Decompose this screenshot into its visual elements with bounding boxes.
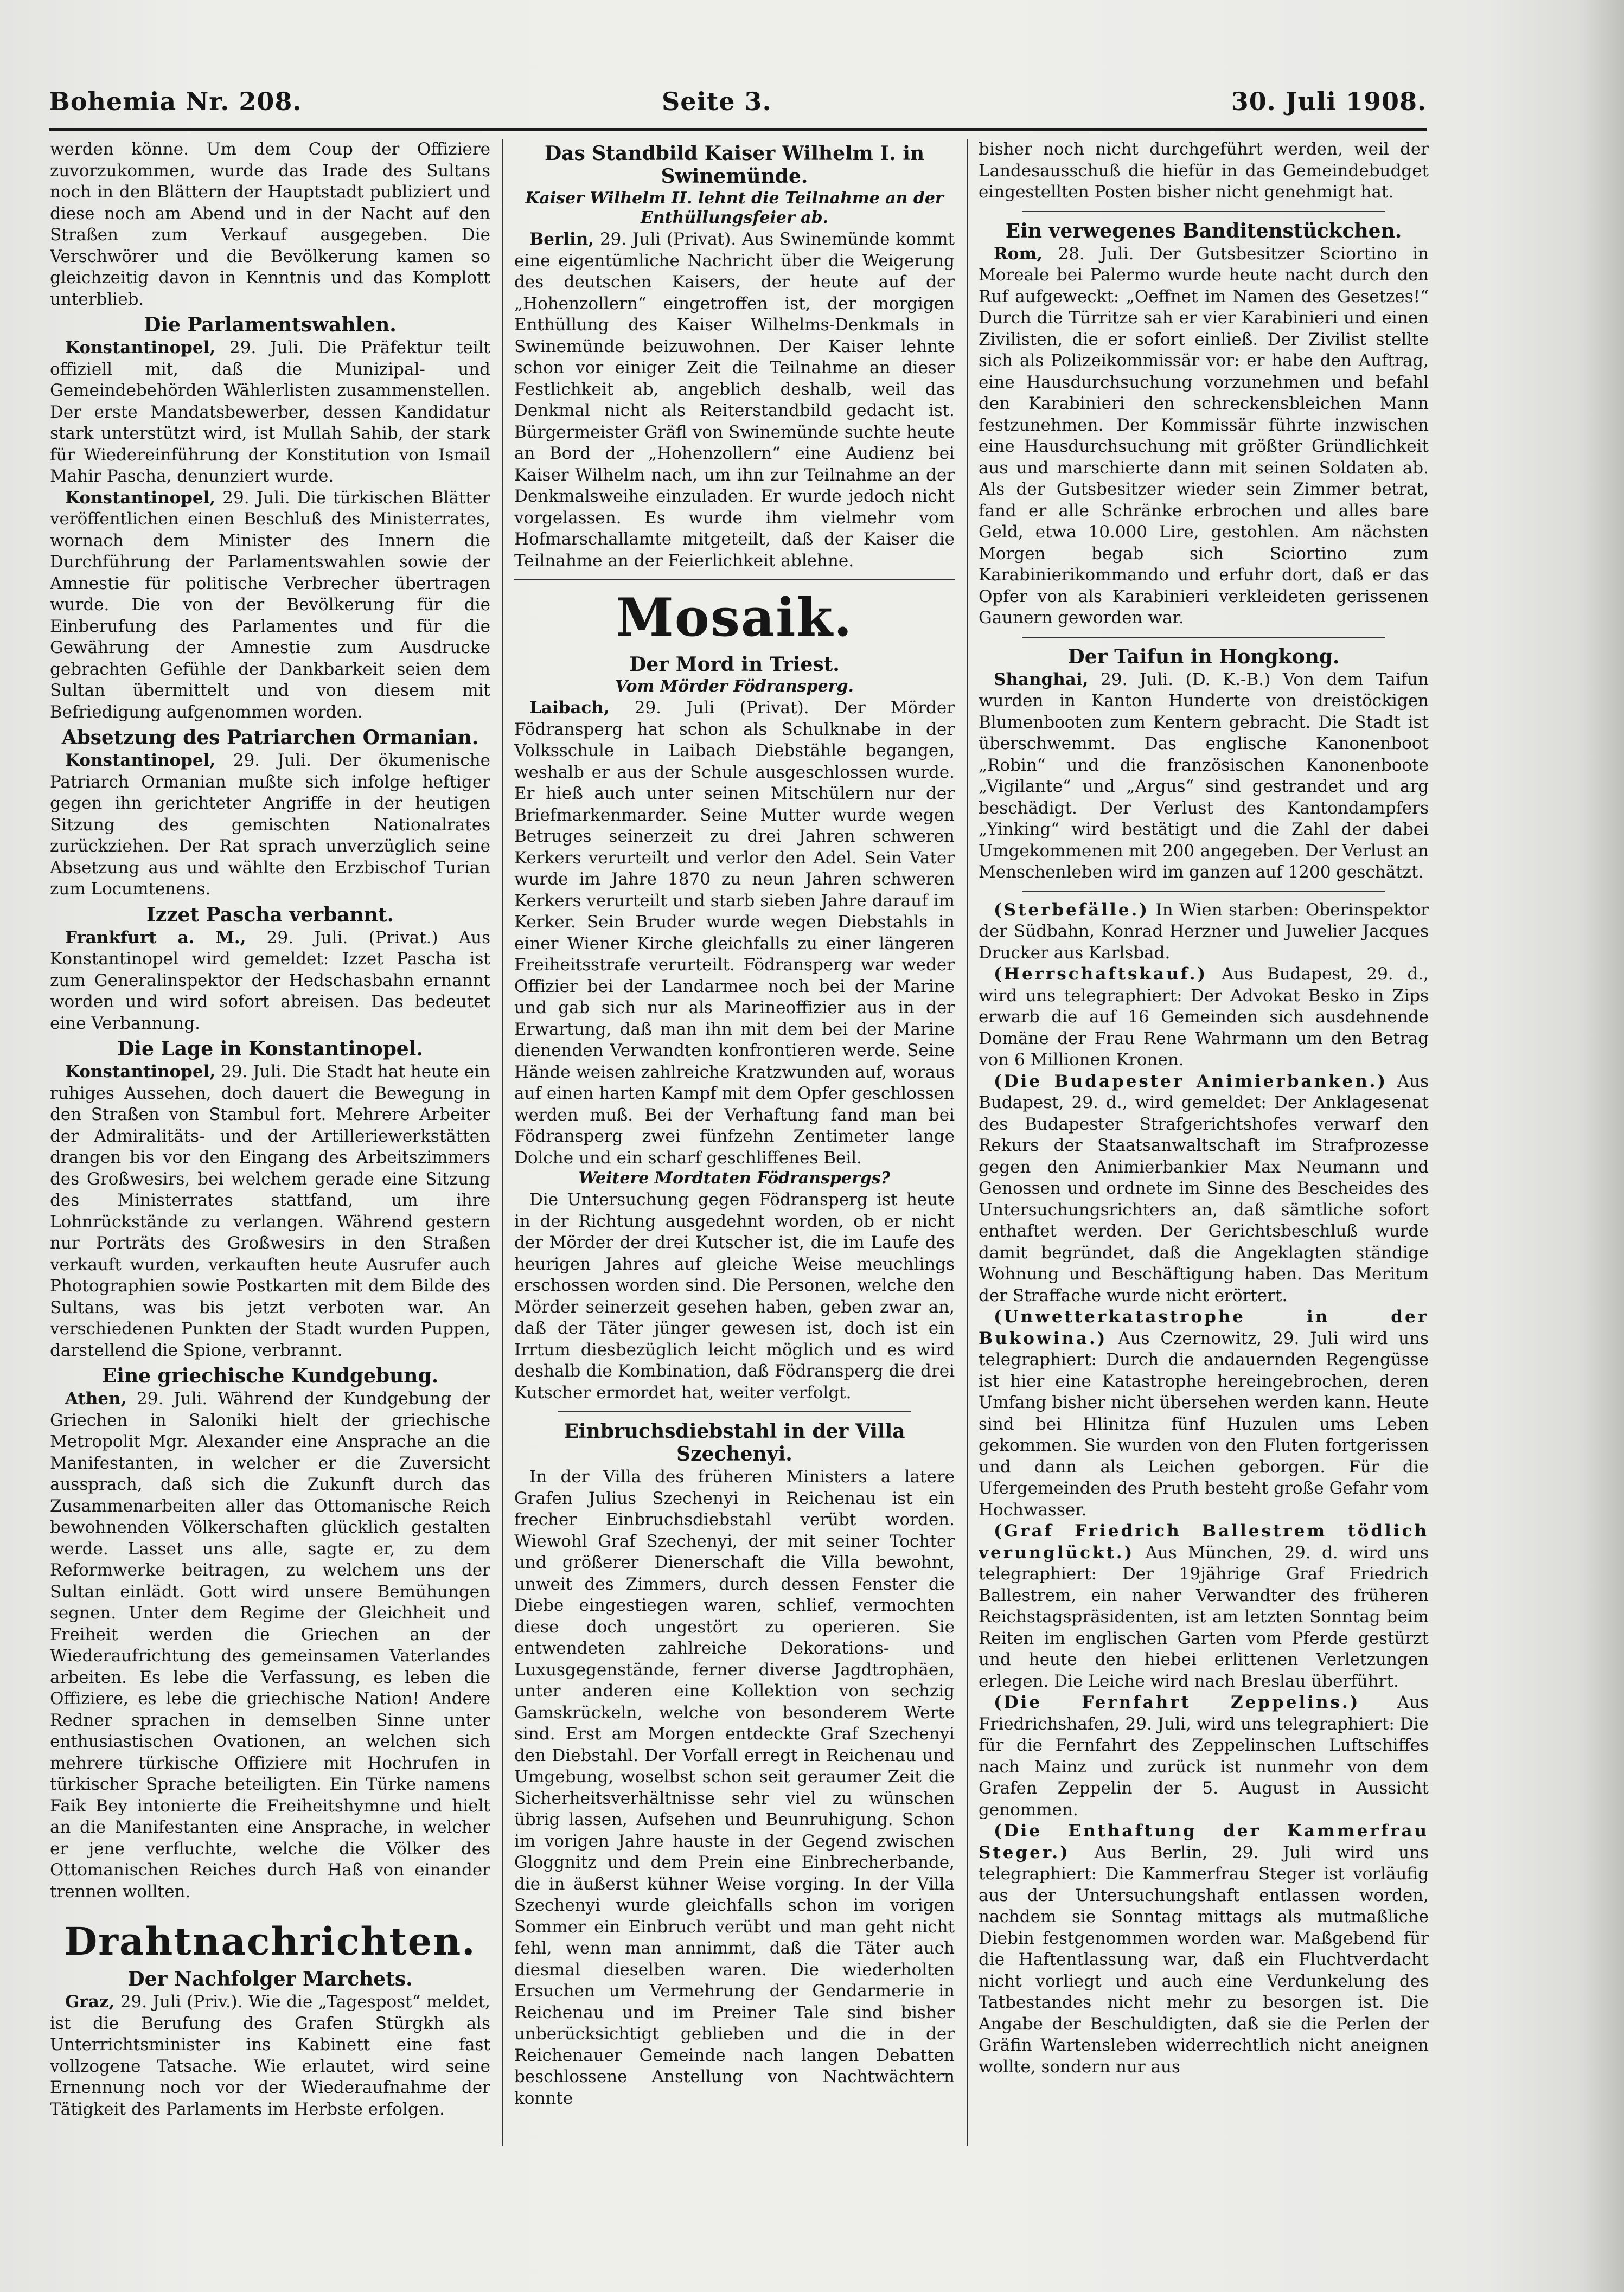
- header-page-number: Seite 3.: [662, 87, 772, 116]
- article-paragraph: [50, 750, 490, 900]
- column-3: [979, 139, 1429, 2146]
- article-text: 29. Juli. Der ökumenische Patriarch Ormanian mußte sich infolge heftiger gegen ihn gerichteter Angriffe in der heutigen Sitzung des gemischten Nationalrates zurückziehen. Der Rat sprach unverzüglich seine Absetzung aus und wählte den Erzbischof Turian zum Locumtenens.: [50, 751, 490, 899]
- article-rule: [558, 1411, 911, 1412]
- article-subheadline: Weitere Mordtaten Födranspergs?: [578, 1169, 891, 1188]
- article-text: 29. Juli. (D. K.-B.) Von dem Taifun wurden in Kanton Hunderte von dreistöckigen Blumenbooten zum Kentern gebracht. Die Stadt ist überschwemmt. Das englische Kanonenboot „Robin“ und die französischen Kanonenboote „Vigilante“ und „Argus“ sind gestrandet und arg beschädigt. Der Verlust des Kantondampfers „Yinking“ wird bestätigt und die Zahl der dabei Umgekommenen mit 200 angegeben. Der Verlust an Menschenleben wird im ganzen auf 1200 geschätzt.: [979, 669, 1429, 882]
- dateline: Graz,: [65, 1992, 115, 2012]
- page-shadow: [1483, 0, 1624, 2292]
- news-item-lead: (Die Fernfahrt Zeppelins.): [994, 1693, 1360, 1712]
- dateline: Laibach,: [529, 698, 610, 718]
- article-rule: [1022, 637, 1385, 638]
- article-paragraph: [50, 927, 490, 1035]
- article-headline: Der Mord in Triest.: [629, 653, 840, 676]
- article-text: werden könne. Um dem Coup der Offiziere zuvorzukommen, wurde das Irade des Sultans noch in den Blättern der Hauptstadt publiziert und diese noch am Abend und in der Nacht auf den Straßen zum Verkauf ausgegeben. Die Verschwörer und die Bevölkerung kamen so gleichzeitig davon in Kenntnis und das Komplott unterblieb.: [50, 139, 490, 309]
- article-headline: Eine griechische Kundgebung.: [101, 1365, 439, 1387]
- dateline: Konstantinopel,: [65, 751, 216, 770]
- article-paragraph: [50, 1992, 490, 2120]
- article-text: In der Villa des früheren Ministers a latere Grafen Julius Szechenyi in Reichenau ist ein frecher Einbruchsdiebstahl verübt worden. Wiewohl Graf Szechenyi, der mit seiner Tochter und größerer Dienerschaft die Villa bewohnt, unweit des Zimmers, durch dessen Fenster die Diebe eingestiegen waren, schlief, vermochten diese doch ungestört zu operieren. Sie entwendeten zahlreiche Dekorations- und Luxusgegenstände, ferner diverse Jagdtrophäen, unter anderen eine Kollektion von sechzig Gamskrückeln, welche von besonderem Werte sind. Erst am Morgen entdeckte Graf Szechenyi den Diebstahl. Der Vorfall erregt in Reichenau und Umgebung, woselbst schon seit geraumer Zeit die Sicherheitsverhältnisse sehr viel zu wünschen übrig lassen, Aufsehen und Beunruhigung. Schon im vorigen Jahre hauste in der Gegend zwischen Gloggnitz und dem Prein eine Einbrecherbande, die in äußerst kühner Weise vorging. In der Villa Szechenyi wurde gleichfalls schon im vorigen Sommer ein Einbruch verübt und man geht nicht fehl, wenn man annimmt, daß die Täter auch diesmal dieselben waren. Die wiederholten Ersuchen um Vermehrung der Gendarmerie in Reichenau und im Preiner Tale sind bisher unberücksichtigt geblieben und die in der Reichenauer Gemeinde nach langen Debatten beschlossene Anstellung von Nachtwächtern konnte: [514, 1467, 955, 2108]
- news-item-lead: (Die Enthaftung der Kammerfrau Steger.): [979, 1821, 1429, 1862]
- dateline: Konstantinopel,: [65, 488, 216, 508]
- column-divider: [967, 139, 968, 2146]
- article-text: 29. Juli (Privat). Der Mörder Födransperg hat schon als Schulknabe in der Volksschule in Laibach Diebstähle begangen, weshalb er aus der Schule ausgeschlossen wurde. Er hieß auch unter seinen Mitschülern nur der Briefmarkenmarder. Seine Mutter wurde wegen Betruges seinerzeit zu drei Jahren schweren Kerkers verurteilt und verlor den Adel. Sein Vater wurde im Jahre 1870 zu neun Jahren schweren Kerkers verurteilt und starb sieben Jahre darauf im Kerker. Sein Bruder wurde wegen Diebstahls in einer Wiener Kirche gleichfalls zu einer längeren Freiheitsstrafe verurteilt. Födransperg war weder Offizier bei der Landarmee noch bei der Marine und gab sich nur als Marineoffizier aus in der Erwartung, daß man ihn mit dem bei der Marine dienenden Verwandten konfrontieren werde. Seine Hände weisen zahlreiche Kratzwunden auf, woraus auf einen harten Kampf mit dem Opfer geschlossen werden muß. Bei der Verhaftung fand man bei Födransperg zwei fünfzehn Zentimeter lange Dolche und ein scharf geschliffenes Beil.: [514, 698, 955, 1168]
- article-headline: Einbruchsdiebstahl in der Villa Szechenyi.: [564, 1420, 905, 1465]
- article-paragraph: [979, 669, 1429, 883]
- article-text: bisher noch nicht durchgeführt werden, weil der Landesausschuß die hiefür in das Gemeindebudget eingestellten Posten bisher nicht genehmigt hat.: [979, 139, 1429, 202]
- article-text: 29. Juli. Die Stadt hat heute ein ruhiges Aussehen, doch dauert die Bewegung in den Straßen von Stambul fort. Mehrere Arbeiter der Admiralitäts- und der Artilleriewerkstätten drangen bis vor den Eingang des Arbeitszimmers des Großwesirs, bei welchem gerade eine Sitzung des Ministerrates stattfand, um ihre Lohnrückstände zu verlangen. Während gestern nur Porträts des Großwesirs in den Straßen verkauft wurden, verkauften heute Ausrufer auch Photographien sowie Postkarten mit dem Bilde des Sultans, was bis jetzt verboten war. An verschiedenen Punkten der Stadt wurden Puppen, darstellend die Spione, verbrannt.: [50, 1062, 490, 1360]
- column-1: [50, 139, 490, 2146]
- article-headline: Der Taifun in Hongkong.: [1067, 645, 1340, 668]
- article-subheadline: Kaiser Wilhelm II. lehnt die Teilnahme an der Enthüllungsfeier ab.: [525, 189, 944, 227]
- article-text: Aus Berlin, 29. Juli wird uns telegraphiert: Die Kammerfrau Steger ist vorläufig aus der Untersuchungshaft entlassen worden, nachdem sie Sonntag mittags als mutmaßliche Diebin festgenommen worden war. Maßgebend für die Haftentlassung war, daß ein Fluchtverdacht nicht vorliegt und auch eine Verdunkelung des Tatbestandes nicht mehr zu besorgen ist. Die Angabe der Beschuldigten, daß sie die Perlen der Gräfin Wartensleben widerrechtlich nicht aneignen wollte, sondern nur aus: [979, 1842, 1429, 2077]
- news-item: [979, 900, 1429, 964]
- header-rule: [49, 128, 1427, 131]
- article-text: Aus Budapest, 29. d., wird uns telegraphiert: Der Advokat Besko in Zips erwarb die auf 16 Gemeinden sich ausdehnende Domäne der Frau Rene Wahrmann um den Betrag von 6 Millionen Kronen.: [979, 964, 1429, 1070]
- news-item: [979, 1307, 1429, 1521]
- section-title: Drahtnachrichten.: [64, 1919, 476, 1964]
- article-text: 28. Juli. Der Gutsbesitzer Sciortino in Moreale bei Palermo wurde heute nacht durch den Ruf aufgeweckt: „Oeffnet im Namen des Gesetzes!“ Durch die Türritze sah er vier Karabinieri und einen Zivilisten, die er sofort einließ. Der Zivilist stellte sich als Polizeikommissär vor: er habe den Auftrag, eine Hausdurchsuchung vorzunehmen und befahl den Karabinieri den schreckensbleichen Mann festzunehmen. Der Kommissär führte inzwischen eine Hausdurchsuchung mit größter Gründlichkeit aus und marschierte dann mit seinen Soldaten ab. Als der Gutsbesitzer wieder sein Zimmer betrat, fand er alle Schränke erbrochen und alles bare Geld, etwa 10.000 Lire, gestohlen. Am nächsten Morgen begab sich Sciortino zum Karabinierikommando und erfuhr dort, daß er das Opfer von als Karabinieri verkleideten gerissenen Gaunern geworden war.: [979, 244, 1429, 628]
- dateline: Athen,: [65, 1389, 127, 1409]
- article-headline: Die Lage in Konstantinopel.: [117, 1038, 423, 1060]
- article-headline: Absetzung des Patriarchen Ormanian.: [61, 726, 479, 749]
- dateline: Shanghai,: [994, 669, 1089, 689]
- article-paragraph: [50, 488, 490, 724]
- section-rule: [514, 579, 955, 580]
- article-text: 29. Juli. (Privat.) Aus Konstantinopel wird gemeldet: Izzet Pascha ist zum Generalinspektor der Hedschasbahn ernannt worden und wird sofort abreisen. Das bedeutet eine Verbannung.: [50, 927, 490, 1033]
- column-divider: [502, 139, 503, 2146]
- article-text: Aus Friedrichshafen, 29. Juli, wird uns telegraphiert: Die für die Fernfahrt des Zeppelinschen Luftschiffes nach Mainz und zurück ist nunmehr von dem Grafen Zeppelin der 5. August in Aussicht genommen.: [979, 1693, 1429, 1820]
- column-2: [514, 139, 955, 2146]
- news-item: [979, 1521, 1429, 1692]
- article-text: In Wien starben: Oberinspektor der Südbahn, Konrad Herzner und Juwelier Jacques Drucker aus Karlsbad.: [979, 900, 1429, 963]
- dateline: Rom,: [994, 244, 1043, 264]
- dateline: Konstantinopel,: [65, 1062, 216, 1081]
- article-headline: Ein verwegenes Banditenstückchen.: [1005, 219, 1402, 242]
- article-headline: Izzet Pascha verbannt.: [146, 903, 394, 926]
- dateline: Berlin,: [529, 229, 594, 249]
- article-text: Aus München, 29. d. wird uns telegraphiert: Der 19jährige Graf Friedrich Ballestrem, ein naher Verwandter des früheren Reichstagspräsidenten, ist am letzten Sonntag beim Reiten im englischen Garten vom Pferde gestürzt und heute den hiebei erlittenen Verletzungen erlegen. Die Leiche wird nach Breslau überführt.: [979, 1542, 1429, 1691]
- news-item-lead: (Die Budapester Animierbanken.): [994, 1071, 1388, 1091]
- news-item-lead: (Unwetterkatastrophe in der Bukowina.): [979, 1307, 1429, 1348]
- article-subheadline: Vom Mörder Födransperg.: [615, 677, 854, 696]
- article-headline: Die Parlamentswahlen.: [144, 313, 397, 336]
- article-text: Aus Budapest, 29. d., wird gemeldet: Der Anklagesenat des Budapester Strafgerichtshofes verwarf den Rekurs der Staatsanwaltschaft im Strafprozesse gegen den Animierbankier Max Neumann und Genossen und ordnete im Sinne des Bescheides des Untersuchungsrichters an, daß sämtliche sofort enthaftet werden. Der Gerichtsbeschluß wurde damit begründet, daß die Angeklagten ständige Wohnung und Beschäftigung haben. Das Meritum der Straffache wurde nicht erörtert.: [979, 1071, 1429, 1305]
- article-paragraph: [514, 229, 955, 572]
- article-rule: [1022, 211, 1385, 212]
- news-item: [979, 1692, 1429, 1821]
- news-item-lead: (Sterbefälle.): [994, 900, 1149, 920]
- dateline: Frankfurt a. M.,: [65, 927, 246, 947]
- article-paragraph: [979, 244, 1429, 629]
- article-text: Die Untersuchung gegen Födransperg ist heute in der Richtung ausgedehnt worden, ob er nicht der Mörder der drei Kutscher ist, die im Laufe des heurigen Jahres auf gleiche Weise meuchlings erschossen worden sind. Die Personen, welche den Mörder seinerzeit gesehen haben, geben zwar an, daß der Täter jünger gewesen ist, doch ist ein Irrtum diesbezüglich leicht möglich und es wird deshalb die Kombination, daß Födransperg die drei Kutscher ermordet hat, weiter verfolgt.: [514, 1190, 955, 1403]
- article-text: 29. Juli. Die türkischen Blätter veröffentlichen einen Beschluß des Ministerrates, wornach dem Minister des Innern die Durchführung der Parlamentswahlen sowie der Amnestie für politische Verbrecher übertragen wurde. Die von der Bevölkerung für die Einberufung des Parlamentes und für die Gewährung der Amnestie zum Ausdrucke gebrachten Gefühle der Dankbarkeit seien dem Sultan übermittelt und von diesem mit Befriedigung aufgenommen worden.: [50, 488, 490, 722]
- article-rule: [1022, 891, 1385, 892]
- article-paragraph: [514, 697, 955, 1169]
- article-headline: Das Standbild Kaiser Wilhelm I. in Swinemünde.: [544, 142, 925, 188]
- article-paragraph: [50, 337, 490, 488]
- article-text: 29. Juli (Privat). Aus Swinemünde kommt eine eigentümliche Nachricht über die Weigerung des deutschen Kaisers, der heute auf der „Hohenzollern“ eingetroffen ist, der morgigen Enthüllung des Kaiser Wilhelms-Denkmals in Swinemünde beizuwohnen. Der Kaiser lehnte schon vor einiger Zeit die Teilnahme an dieser Festlichkeit ab, angeblich deshalb, weil das Denkmal nicht als Reiterstandbild gedacht ist. Bürgermeister Gräfl von Swinemünde suchte heute an Bord der „Hohenzollern“ eine Audienz bei Kaiser Wilhelm nach, um ihn zur Teilnahme an der Denkmalsweihe einzuladen. Er wurde jedoch nicht vorgelassen. Es wurde ihm vielmehr vom Hofmarschallamte mitgeteilt, daß der Kaiser die Teilnahme an der Feierlichkeit ablehne.: [514, 229, 955, 571]
- article-paragraph: [50, 1388, 490, 1903]
- header-publication: Bohemia Nr. 208.: [49, 87, 302, 116]
- news-item-lead: (Graf Friedrich Ballestrem tödlich verunglückt.): [979, 1521, 1429, 1563]
- news-item: [979, 1821, 1429, 2078]
- article-text: 29. Juli (Priv.). Wie die „Tagespost“ meldet, ist die Berufung des Grafen Stürgkh als Unterrichtsminister ins Kabinett eine fast vollzogene Tatsache. Wie erlautet, wird seine Ernennung noch vor der Wiederaufnahme der Tätigkeit des Parlaments im Herbste erfolgen.: [50, 1992, 490, 2119]
- dateline: Konstantinopel,: [65, 338, 216, 357]
- article-paragraph: [50, 1061, 490, 1361]
- header-date: 30. Juli 1908.: [1231, 87, 1427, 116]
- article-text: 29. Juli. Die Präfektur teilt offiziell mit, daß die Munizipal- und Gemeindebehörden Wählerlisten zusammenstellen. Der erste Mandatsbewerber, dessen Kandidatur stark unterstützt wird, ist Mullah Sahib, der stark für Wiedereinführung der Konstitution von Ismail Mahir Pascha, denunziert wurde.: [50, 338, 490, 486]
- news-item: [979, 1071, 1429, 1307]
- page-header: [49, 87, 1427, 130]
- news-item-lead: (Herrschaftskauf.): [994, 964, 1208, 984]
- article-text: 29. Juli. Während der Kundgebung der Griechen in Saloniki hielt der griechische Metropolit Mgr. Alexander eine Ansprache an die Manifestanten, in welcher er die Zuversicht aussprach, daß sich die Zukunft durch das Zusammenarbeiten aller das Ottomanische Reich bewohnenden Völkerschaften glücklich gestalten werde. Lasset uns alle, sagte er, zu dem Reformwerke beitragen, zu welchem uns der Sultan einlädt. Gott wird unsere Bemühungen segnen. Unter dem Regime der Gleichheit und Freiheit werden die Griechen an der Wiederaufrichtung des gemeinsamen Vaterlandes arbeiten. Es lebe die Verfassung, es leben die Offiziere, es lebe die griechische Nation! Andere Redner sprachen in demselben Sinne unter enthusiastischen Ovationen, an welchen sich mehrere türkische Offiziere mit Hochrufen in türkischer Sprache beteiligten. Ein Türke namens Faik Bey intonierte die Freiheitshymne und hielt an die Manifestanten eine Ansprache, in welcher er jene verfluchte, welche die Völker des Ottomanischen Reiches durch Haß von einander trennen wollten.: [50, 1389, 490, 1902]
- article-text: Aus Czernowitz, 29. Juli wird uns telegraphiert: Durch die andauernden Regengüsse ist hier eine Katastrophe hereingebrochen, deren Umfang bisher nicht übersehen werden kann. Heute sind bei Hlinitza fünf Huzulen ums Leben gekommen. Sie wurden von den Fluten fortgerissen und dann als Leichen geborgen. Für die Ufergemeinden des Pruth besteht große Gefahr vom Hochwasser.: [979, 1328, 1429, 1520]
- article-headline: Der Nachfolger Marchets.: [127, 1968, 413, 1990]
- news-item: [979, 964, 1429, 1071]
- section-title: Mosaik.: [616, 587, 853, 648]
